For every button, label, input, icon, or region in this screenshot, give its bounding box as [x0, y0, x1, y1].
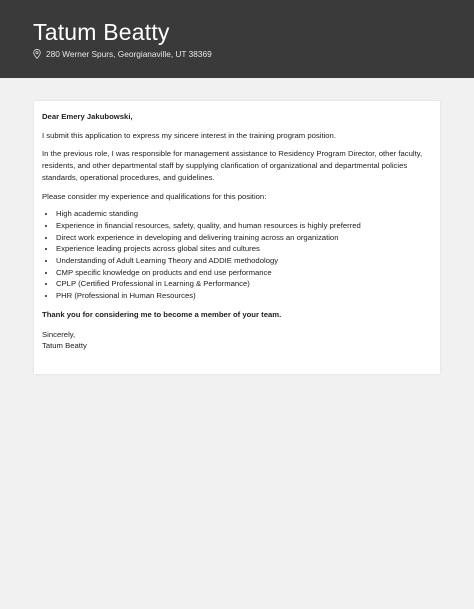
list-item: • Direct work experience in developing and delivering training across an organization	[56, 232, 432, 244]
map-pin-icon	[33, 49, 41, 59]
cover-letter-card	[34, 101, 440, 374]
address-row	[33, 48, 212, 60]
closing-statement: Thank you for considering me to become a member of your team.	[42, 309, 282, 319]
letter-paragraph: In the previous role, I was responsible for management assistance to Residency Program Director, other faculty, residents, and other departmental staff by supplying clarification of organizational and departmental policies standards, operational procedures, and guidelines.	[42, 149, 423, 182]
list-item: • CPLP (Certified Professional in Learning & Performance)	[56, 278, 432, 290]
list-item: • Understanding of Adult Learning Theory and ADDIE methodology	[56, 255, 432, 267]
letter-paragraph: Please consider my experience and qualifications for this position:	[42, 191, 267, 201]
letter-paragraph: I submit this application to express my sincere interest in the training program position.	[42, 130, 336, 140]
list-item: • High academic standing	[56, 208, 432, 220]
sign-off: Sincerely,	[42, 329, 76, 339]
signature: Tatum Beatty	[42, 341, 87, 351]
list-item: • PHR (Professional in Human Resources)	[56, 290, 432, 302]
applicant-name: Tatum Beatty	[33, 19, 170, 45]
list-item: • Experience in financial resources, safety, quality, and human resources is highly preferred	[56, 220, 432, 232]
list-item: • Experience leading projects across global sites and cultures	[56, 243, 432, 255]
resume-header	[0, 0, 474, 78]
address-text: 280 Werner Spurs, Georgianaville, UT 38369	[46, 49, 212, 59]
list-item: • CMP specific knowledge on products and end use performance	[56, 267, 432, 279]
qualifications-list	[42, 208, 432, 302]
letter-salutation: Dear Emery Jakubowski,	[42, 112, 133, 121]
